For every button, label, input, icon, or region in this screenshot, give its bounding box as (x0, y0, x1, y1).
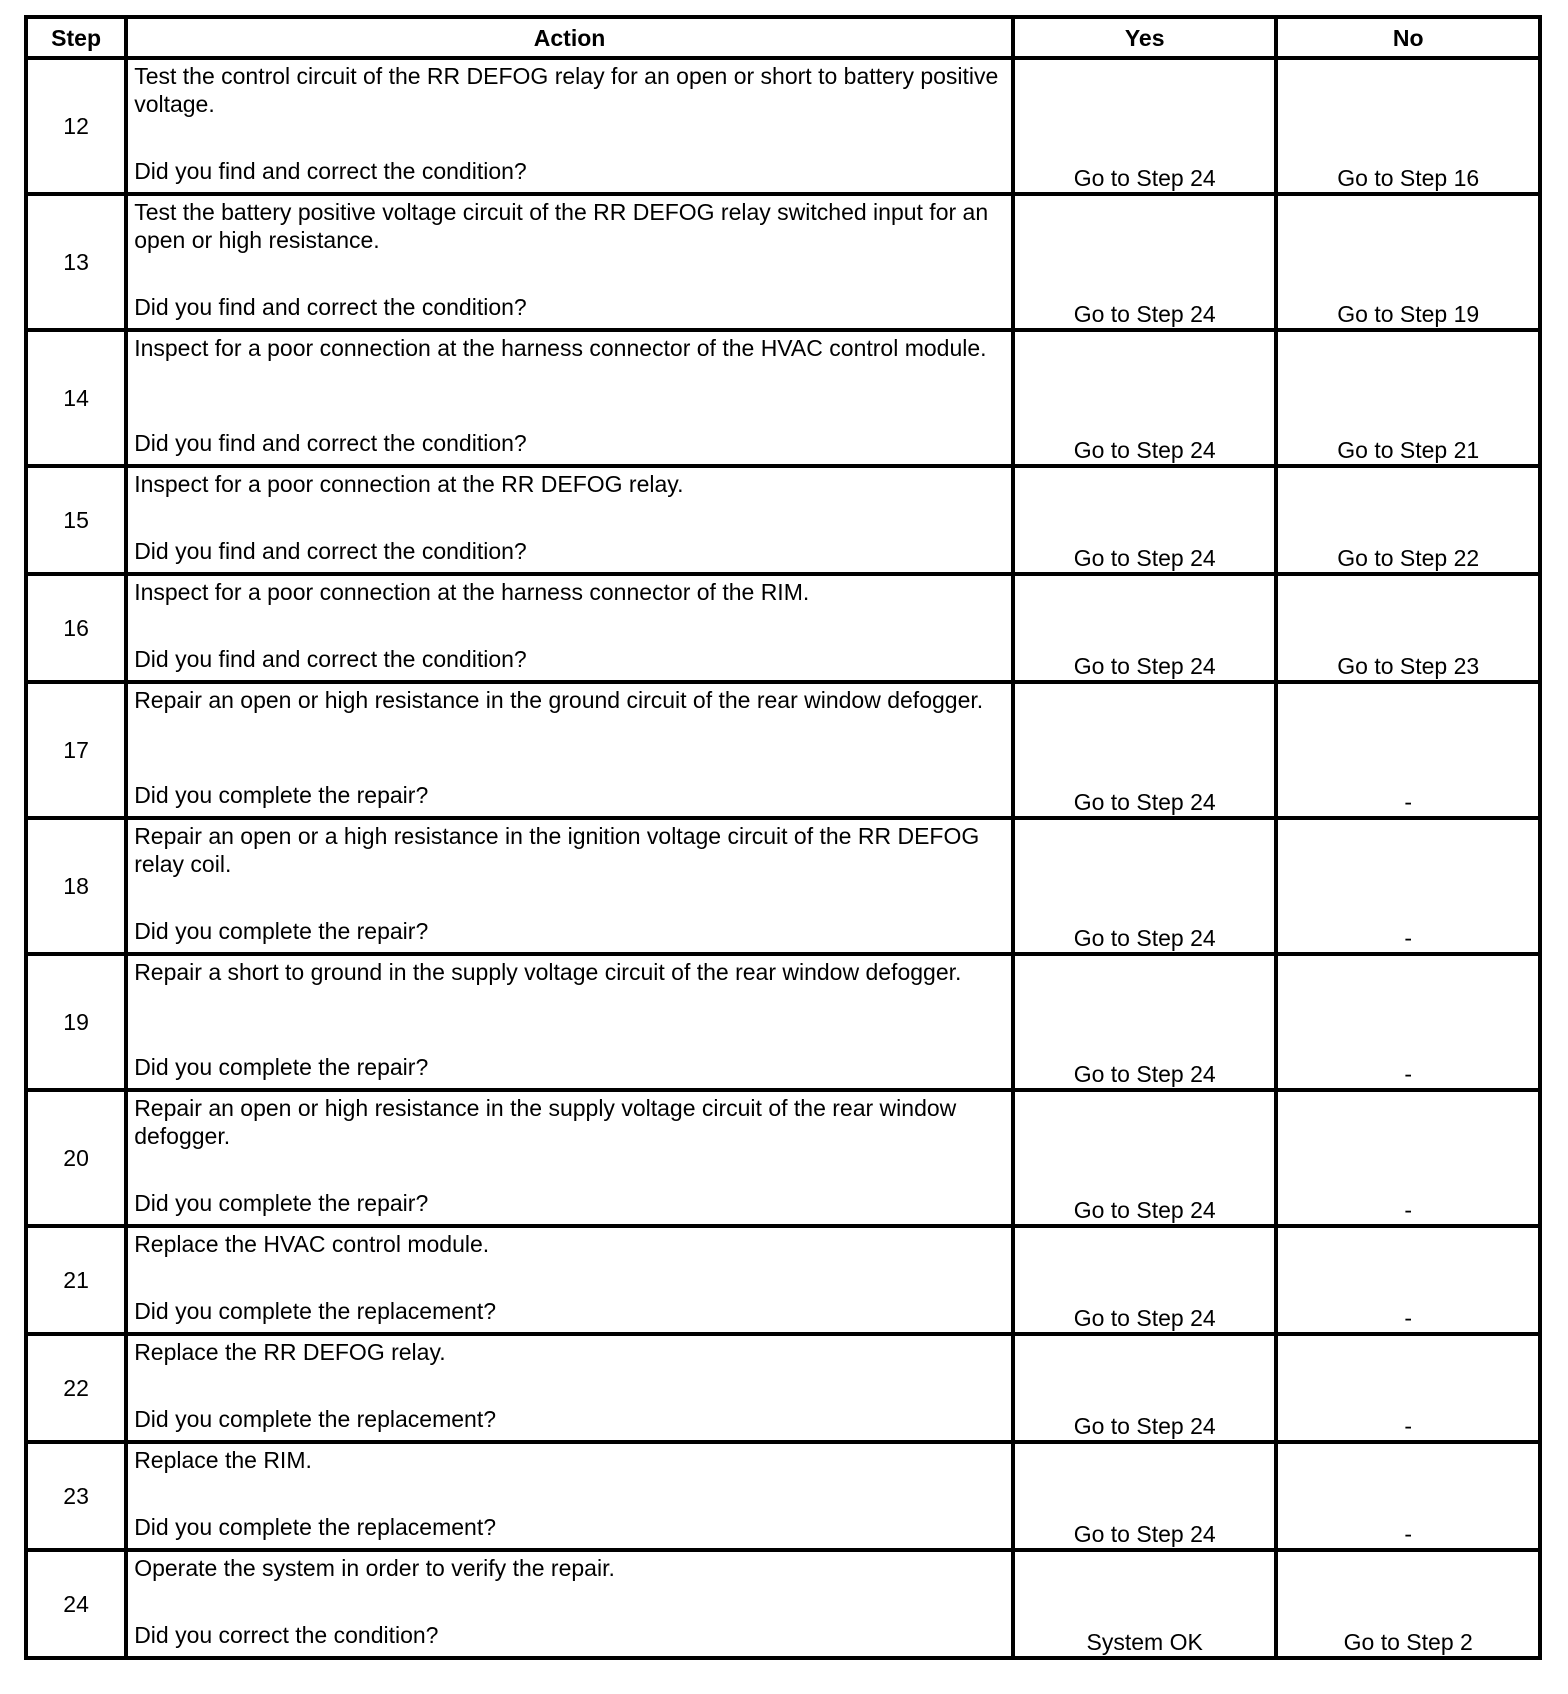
no-result: Go to Step 21 (1276, 330, 1540, 466)
no-result: - (1276, 1090, 1540, 1226)
header-step: Step (26, 17, 126, 58)
no-result: Go to Step 19 (1276, 194, 1540, 330)
yes-result: Go to Step 24 (1013, 682, 1277, 818)
action-text: Operate the system in order to verify the repair. (134, 1555, 615, 1581)
no-result: - (1276, 1442, 1540, 1550)
action-text: Repair a short to ground in the supply voltage circuit of the rear window defogger. (134, 959, 962, 985)
header-action: Action (126, 17, 1013, 58)
header-no: No (1276, 17, 1540, 58)
table-row (26, 1090, 1540, 1226)
table-row (26, 466, 1540, 574)
action-text: Inspect for a poor connection at the harness connector of the HVAC control module. (134, 335, 987, 361)
yes-result: Go to Step 24 (1013, 1442, 1277, 1550)
action-text: Inspect for a poor connection at the RR DEFOG relay. (134, 471, 684, 497)
step-number: 23 (26, 1442, 126, 1550)
no-result: Go to Step 22 (1276, 466, 1540, 574)
question-text: Did you complete the repair? (134, 1190, 429, 1216)
table-row (26, 1334, 1540, 1442)
yes-result: Go to Step 24 (1013, 330, 1277, 466)
table-row (26, 194, 1540, 330)
step-number: 18 (26, 818, 126, 954)
question-text: Did you complete the replacement? (134, 1298, 496, 1324)
no-result: - (1276, 682, 1540, 818)
step-number: 16 (26, 574, 126, 682)
table-row (26, 818, 1540, 954)
question-text: Did you find and correct the condition? (134, 294, 527, 320)
action-cell (126, 1550, 1013, 1658)
step-number: 13 (26, 194, 126, 330)
no-result: - (1276, 1226, 1540, 1334)
yes-result: Go to Step 24 (1013, 818, 1277, 954)
action-text: Replace the HVAC control module. (134, 1231, 490, 1257)
action-cell (126, 1090, 1013, 1226)
diagnostic-steps-table (24, 15, 1542, 1660)
step-number: 21 (26, 1226, 126, 1334)
action-cell (126, 1334, 1013, 1442)
step-number: 24 (26, 1550, 126, 1658)
question-text: Did you complete the replacement? (134, 1406, 496, 1432)
table-row (26, 1442, 1540, 1550)
header-yes: Yes (1013, 17, 1277, 58)
step-number: 12 (26, 58, 126, 194)
table-row (26, 58, 1540, 194)
step-number: 19 (26, 954, 126, 1090)
table-row (26, 954, 1540, 1090)
action-cell (126, 466, 1013, 574)
table-header-row (26, 17, 1540, 58)
question-text: Did you find and correct the condition? (134, 430, 527, 456)
yes-result: Go to Step 24 (1013, 1334, 1277, 1442)
action-cell (126, 194, 1013, 330)
yes-result: Go to Step 24 (1013, 1226, 1277, 1334)
no-result: Go to Step 23 (1276, 574, 1540, 682)
yes-result: Go to Step 24 (1013, 58, 1277, 194)
step-number: 22 (26, 1334, 126, 1442)
question-text: Did you complete the replacement? (134, 1514, 496, 1540)
question-text: Did you complete the repair? (134, 782, 429, 808)
question-text: Did you find and correct the condition? (134, 158, 527, 184)
step-number: 15 (26, 466, 126, 574)
table-row (26, 330, 1540, 466)
action-text: Replace the RR DEFOG relay. (134, 1339, 446, 1365)
no-result: - (1276, 954, 1540, 1090)
yes-result: Go to Step 24 (1013, 194, 1277, 330)
action-cell (126, 818, 1013, 954)
table-row (26, 1550, 1540, 1658)
step-number: 20 (26, 1090, 126, 1226)
action-cell (126, 1226, 1013, 1334)
no-result: Go to Step 16 (1276, 58, 1540, 194)
action-cell (126, 574, 1013, 682)
action-cell (126, 682, 1013, 818)
action-text: Repair an open or high resistance in the ground circuit of the rear window defogger. (134, 687, 984, 713)
action-text: Repair an open or high resistance in the supply voltage circuit of the rear window defogger. (134, 1095, 957, 1149)
table-row (26, 1226, 1540, 1334)
question-text: Did you complete the repair? (134, 918, 429, 944)
step-number: 14 (26, 330, 126, 466)
question-text: Did you complete the repair? (134, 1054, 429, 1080)
yes-result: Go to Step 24 (1013, 954, 1277, 1090)
table-row (26, 682, 1540, 818)
no-result: - (1276, 1334, 1540, 1442)
yes-result: System OK (1013, 1550, 1277, 1658)
action-cell (126, 330, 1013, 466)
action-text: Test the control circuit of the RR DEFOG relay for an open or short to battery positive voltage. (134, 63, 999, 117)
action-text: Replace the RIM. (134, 1447, 312, 1473)
yes-result: Go to Step 24 (1013, 466, 1277, 574)
yes-result: Go to Step 24 (1013, 1090, 1277, 1226)
question-text: Did you correct the condition? (134, 1622, 439, 1648)
yes-result: Go to Step 24 (1013, 574, 1277, 682)
no-result: - (1276, 818, 1540, 954)
action-text: Repair an open or a high resistance in the ignition voltage circuit of the RR DEFOG relay coil. (134, 823, 980, 877)
action-text: Test the battery positive voltage circuit of the RR DEFOG relay switched input for an open or high resistance. (134, 199, 989, 253)
question-text: Did you find and correct the condition? (134, 646, 527, 672)
action-cell (126, 1442, 1013, 1550)
action-text: Inspect for a poor connection at the harness connector of the RIM. (134, 579, 810, 605)
action-cell (126, 58, 1013, 194)
question-text: Did you find and correct the condition? (134, 538, 527, 564)
no-result: Go to Step 2 (1276, 1550, 1540, 1658)
action-cell (126, 954, 1013, 1090)
table-row (26, 574, 1540, 682)
step-number: 17 (26, 682, 126, 818)
